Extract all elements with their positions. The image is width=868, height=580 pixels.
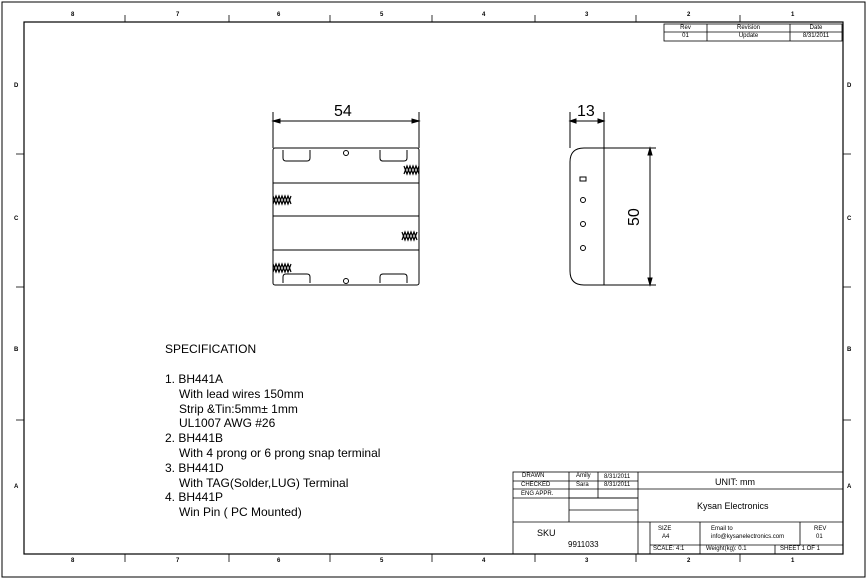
unit-label: UNIT: mm bbox=[715, 477, 755, 487]
zone-right-a: A bbox=[847, 484, 852, 490]
zone-bottom-4: 4 bbox=[482, 558, 486, 564]
spec-title: SPECIFICATION bbox=[165, 342, 257, 356]
spec-item-3-title: 3. BH441D bbox=[165, 461, 224, 475]
zone-top-3: 3 bbox=[585, 12, 589, 18]
zone-right-b: B bbox=[847, 347, 852, 353]
checked-by: Sara bbox=[576, 482, 589, 488]
date-cell: 8/31/2011 bbox=[802, 33, 830, 39]
company-name: Kysan Electronics bbox=[697, 501, 769, 511]
email-value: info@kysanelectronics.com bbox=[711, 534, 785, 540]
spec-item-4-line-1: Win Pin ( PC Mounted) bbox=[179, 505, 302, 519]
sku-value: 9911033 bbox=[568, 540, 599, 549]
zone-top-2: 2 bbox=[687, 12, 691, 18]
sheet-value: SHEET 1 OF 1 bbox=[780, 546, 820, 552]
drawn-label: DRAWN bbox=[522, 473, 545, 479]
rev-value: 01 bbox=[816, 534, 823, 540]
zone-top-6: 6 bbox=[277, 12, 281, 18]
zone-top-5: 5 bbox=[380, 12, 384, 18]
size-label: SIZE bbox=[658, 526, 672, 532]
zone-top-1: 1 bbox=[791, 12, 795, 18]
drawn-by: Amily bbox=[576, 473, 591, 479]
zone-left-a: A bbox=[14, 484, 19, 490]
scale-value: SCALE: 4:1 bbox=[653, 546, 685, 552]
zone-bottom-3: 3 bbox=[585, 558, 589, 564]
zone-left-c: C bbox=[14, 216, 19, 222]
date-header: Date bbox=[809, 25, 823, 31]
zone-left-d: D bbox=[14, 83, 19, 89]
email-label: Email to bbox=[711, 526, 733, 532]
weight-value: Weight(kg): 0.1 bbox=[706, 546, 747, 552]
zone-top-7: 7 bbox=[176, 12, 180, 18]
zone-left-b: B bbox=[14, 347, 19, 353]
zone-bottom-8: 8 bbox=[71, 558, 75, 564]
depth-dimension: 13 bbox=[577, 103, 595, 120]
zone-bottom-2: 2 bbox=[687, 558, 691, 564]
checked-date: 8/31/2011 bbox=[604, 482, 631, 488]
zone-right-c: C bbox=[847, 216, 852, 222]
zone-top-4: 4 bbox=[482, 12, 486, 18]
rev-label: REV bbox=[814, 526, 827, 532]
spec-item-3-line-1: With TAG(Solder,LUG) Terminal bbox=[179, 476, 349, 490]
revision-cell: Update bbox=[738, 33, 759, 39]
spec-item-2-title: 2. BH441B bbox=[165, 431, 224, 445]
rev-cell: 01 bbox=[682, 33, 689, 39]
eng-appr-label: ENG APPR. bbox=[521, 491, 554, 497]
height-dimension: 50 bbox=[626, 208, 643, 226]
drawn-date: 8/31/2011 bbox=[604, 474, 631, 480]
rev-header: Rev bbox=[680, 25, 691, 31]
spec-item-1-line-1: With lead wires 150mm bbox=[179, 387, 304, 401]
zone-right-d: D bbox=[847, 83, 852, 89]
zone-bottom-6: 6 bbox=[277, 558, 281, 564]
zone-bottom-1: 1 bbox=[791, 558, 795, 564]
zone-bottom-7: 7 bbox=[176, 558, 180, 564]
sku-label: SKU bbox=[537, 528, 556, 538]
zone-bottom-5: 5 bbox=[380, 558, 384, 564]
spec-item-1-line-2: Strip &Tin:5mm± 1mm bbox=[179, 402, 298, 416]
size-value: A4 bbox=[662, 534, 670, 540]
width-dimension: 54 bbox=[334, 103, 352, 120]
spec-item-1-line-3: UL1007 AWG #26 bbox=[179, 416, 276, 430]
spec-item-2-line-1: With 4 prong or 6 prong snap terminal bbox=[179, 446, 381, 460]
checked-label: CHECKED bbox=[521, 482, 551, 488]
zone-top-8: 8 bbox=[71, 12, 75, 18]
spec-item-1-title: 1. BH441A bbox=[165, 372, 224, 386]
revision-header: Revision bbox=[736, 25, 760, 31]
spec-item-4-title: 4. BH441P bbox=[165, 490, 224, 504]
